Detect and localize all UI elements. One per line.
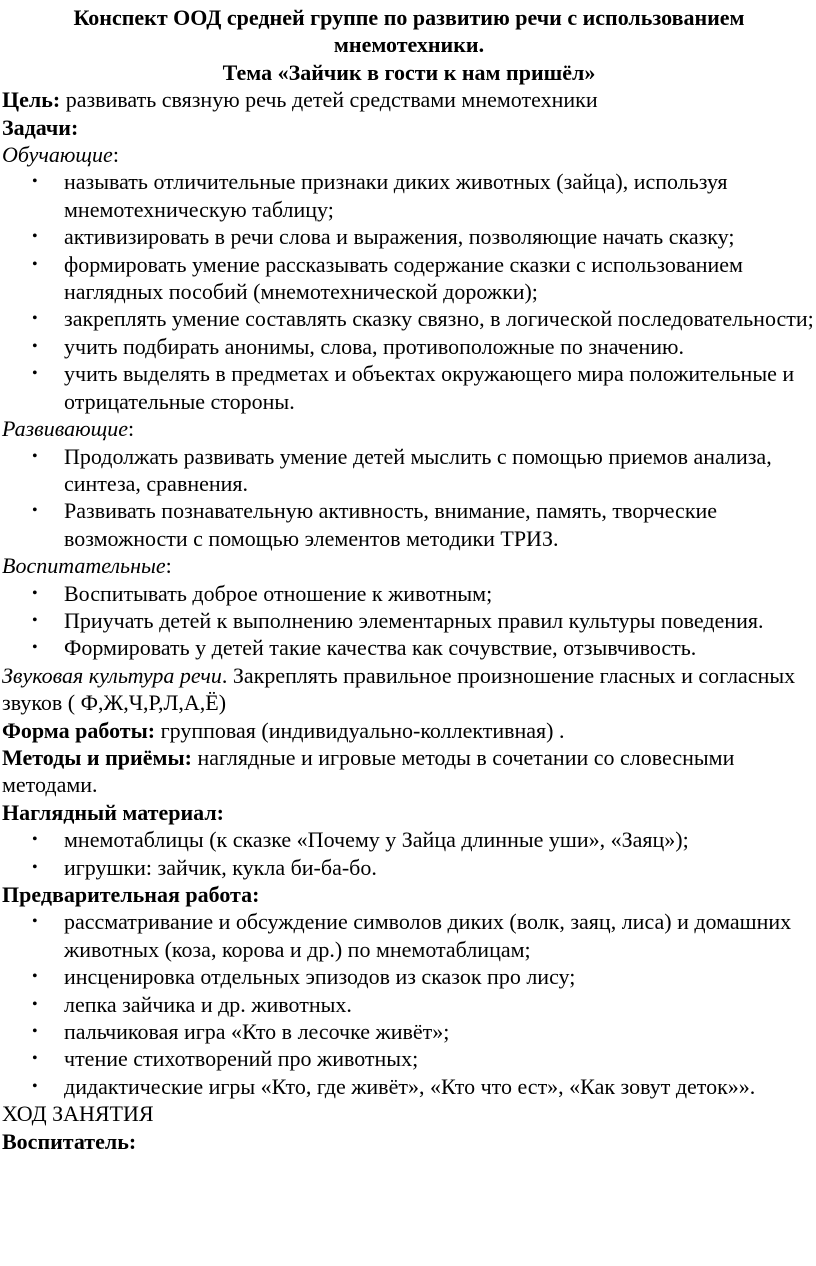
list-item: • Продолжать развивать умение детей мыслить с помощью приемов анализа, синтеза, сравнения. bbox=[64, 443, 816, 498]
list-item: • Развивать познавательную активность, внимание, память, творческие возможности с помощью элементов методики ТРИЗ. bbox=[64, 497, 816, 552]
list-item: • формировать умение рассказывать содержание сказки с использованием наглядных пособий (мнемотехнической дорожки); bbox=[64, 251, 816, 306]
list-item: • учить выделять в предметах и объектах окружающего мира положительные и отрицательные стороны. bbox=[64, 360, 816, 415]
developing-tasks-suffix: : bbox=[128, 416, 135, 442]
lesson-progress-heading: ХОД ЗАНЯТИЯ bbox=[2, 1101, 154, 1127]
visual-material-list bbox=[2, 826, 816, 881]
educational-tasks-suffix: : bbox=[165, 553, 172, 579]
methods-label: Методы и приёмы: bbox=[2, 744, 192, 770]
goal-text: развивать связную речь детей средствами мнемотехники bbox=[60, 87, 598, 113]
learning-tasks-suffix: : bbox=[112, 142, 119, 168]
list-item: • Приучать детей к выполнению элементарных правил культуры поведения. bbox=[64, 607, 816, 634]
methods-paragraph bbox=[2, 744, 816, 799]
work-form-label: Форма работы: bbox=[2, 717, 156, 743]
learning-tasks-heading bbox=[2, 141, 816, 168]
lesson-topic: Тема «Зайчик в гости к нам пришёл» bbox=[222, 59, 596, 85]
list-item: • рассматривание и обсуждение символов диких (волк, заяц, лиса) и домашних животных (коза, корова и др.) по мнемотаблицам; bbox=[64, 908, 816, 963]
list-item: • дидактические игры «Кто, где живёт», «Кто что ест», «Как зовут деток»». bbox=[64, 1073, 816, 1100]
methods-text: наглядные и игровые методы в сочетании со словесными методами. bbox=[2, 744, 735, 798]
learning-tasks-list bbox=[2, 168, 816, 415]
learning-tasks-label: Обучающие bbox=[2, 142, 113, 168]
visual-material-heading: Наглядный материал: bbox=[2, 799, 224, 825]
list-item: • игрушки: зайчик, кукла би-ба-бо. bbox=[64, 854, 816, 881]
developing-tasks-label: Развивающие bbox=[2, 416, 129, 442]
list-item: • мнемотаблицы (к сказке «Почему у Зайца длинные уши», «Заяц»); bbox=[64, 826, 816, 853]
sound-culture-paragraph bbox=[2, 662, 816, 717]
preliminary-work-heading: Предварительная работа: bbox=[2, 882, 260, 907]
preliminary-work-list bbox=[2, 908, 816, 1100]
educational-tasks-list bbox=[2, 580, 816, 662]
list-item: • активизировать в речи слова и выражения, позволяющие начать сказку; bbox=[64, 223, 816, 250]
goal-label: Цель: bbox=[2, 87, 61, 113]
list-item: • чтение стихотворений про животных; bbox=[64, 1045, 816, 1072]
list-item: • называть отличительные признаки диких животных (зайца), используя мнемотехническую таблицу; bbox=[64, 168, 816, 223]
educational-tasks-label: Воспитательные bbox=[2, 553, 166, 579]
document-title: Конспект ООД средней группе по развитию речи с использованием мнемотехники. bbox=[73, 5, 745, 58]
work-form-paragraph bbox=[2, 717, 816, 744]
developing-tasks-heading bbox=[2, 415, 816, 442]
list-item: • Воспитывать доброе отношение к животным; bbox=[64, 580, 816, 607]
list-item: • закреплять умение составлять сказку связно, в логической последовательности; bbox=[64, 305, 816, 332]
developing-tasks-list bbox=[2, 443, 816, 553]
educational-tasks-heading bbox=[2, 552, 816, 579]
list-item: • учить подбирать анонимы, слова, противоположные по значению. bbox=[64, 333, 816, 360]
tasks-heading: Задачи: bbox=[2, 114, 79, 140]
list-item: • Формировать у детей такие качества как сочувствие, отзывчивость. bbox=[64, 634, 816, 661]
list-item: • инсценировка отдельных эпизодов из сказок про лису; bbox=[64, 963, 816, 990]
list-item: • пальчиковая игра «Кто в лесочке живёт»; bbox=[64, 1018, 816, 1045]
list-item: • лепка зайчика и др. животных. bbox=[64, 991, 816, 1018]
sound-culture-text: . Закреплять правильное произношение гласных и согласных звуков ( Ф,Ж,Ч,Р,Л,А,Ё) bbox=[2, 662, 796, 716]
teacher-label: Воспитатель: bbox=[2, 1128, 137, 1154]
work-form-text: групповая (индивидуально-коллективная) . bbox=[155, 717, 565, 743]
goal-paragraph bbox=[2, 86, 816, 113]
sound-culture-label: Звуковая культура речи bbox=[2, 662, 222, 688]
